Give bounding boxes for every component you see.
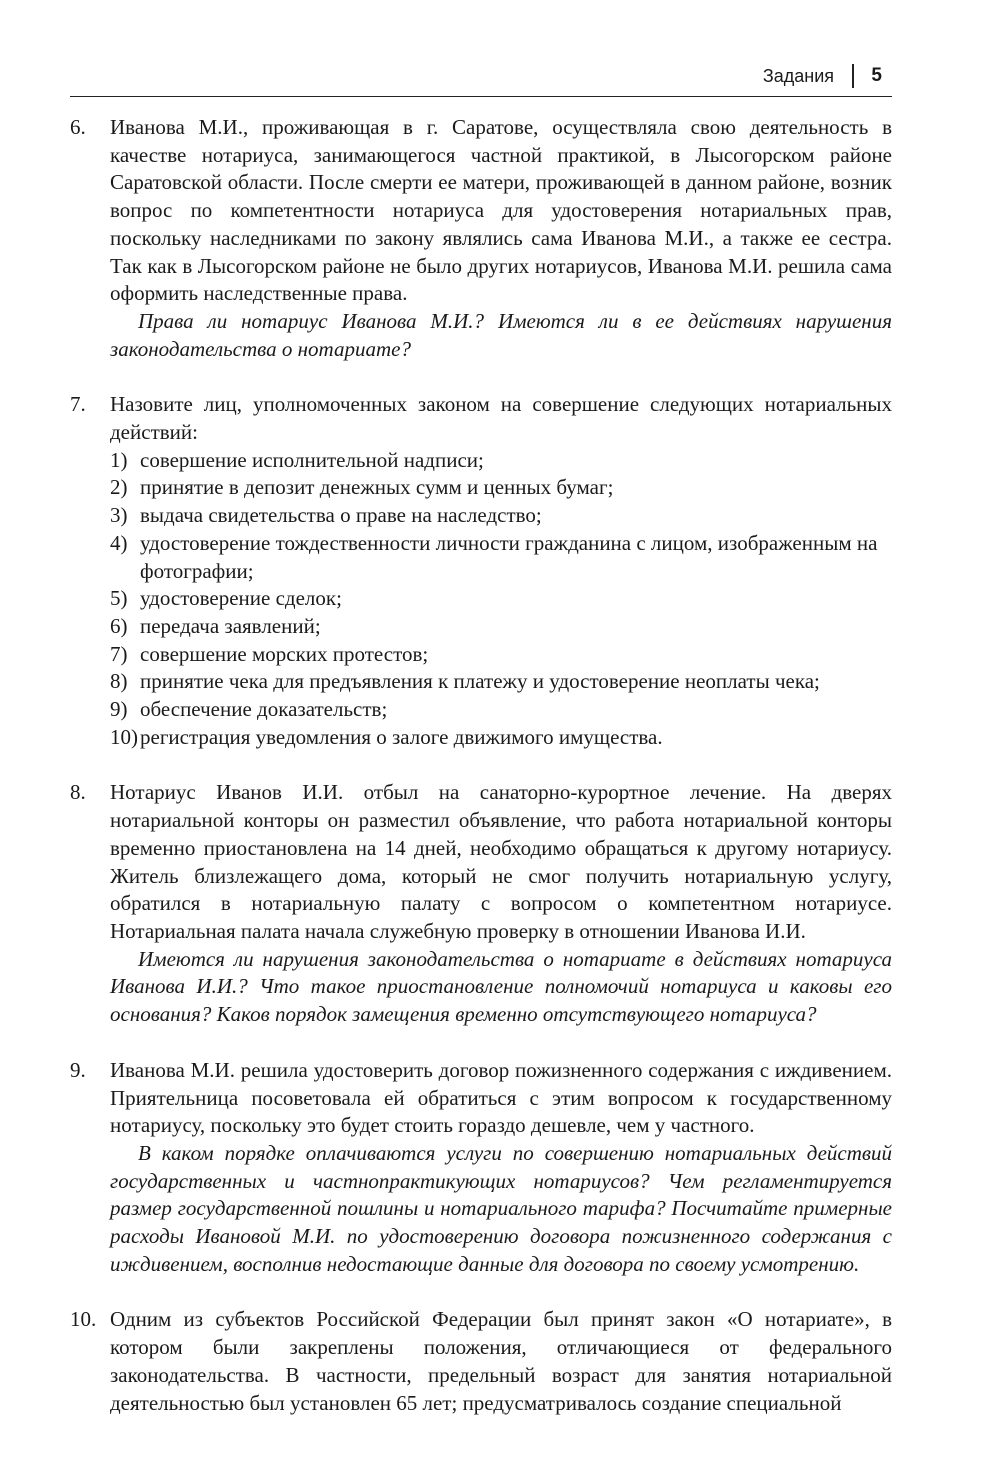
list-item-text: совершение исполнительной надписи; (140, 447, 484, 472)
page-body (70, 114, 892, 1445)
task-7 (70, 391, 892, 751)
list-item (110, 502, 892, 530)
list-item (110, 668, 892, 696)
task-number: 6. (70, 115, 86, 139)
task-number: 9. (70, 1057, 86, 1082)
task-text: Иванова М.И. решила удостоверить договор пожизненного содержания с иждивением. Приятельница посоветовала ей обратиться с этим вопросом к государственному нотариусу, поскольку это будет стоить гораздо дешевле, чем у частного. (110, 1057, 892, 1138)
list-item-number: 5) (110, 586, 128, 611)
list-item-number: 1) (110, 447, 128, 472)
running-header (70, 64, 892, 97)
task-text: Назовите лиц, уполномоченных законом на совершение следующих нотариальных действий: (110, 392, 892, 445)
task-question: Права ли нотариус Иванова М.И.? Имеются ли в ее действиях нарушения законодательства о нотариате? (110, 308, 892, 361)
task-question: Имеются ли нарушения законодательства о нотариате в действиях нотариуса Иванова И.И.? Что такое приостановление полномочий нотариуса и каковы его основания? Каков порядок замещения временно отсутствующего нотариуса? (110, 946, 892, 1027)
list-item (110, 641, 892, 669)
header-separator (852, 64, 854, 88)
list-item-number: 7) (110, 641, 128, 666)
task-text: Одним из субъектов Российской Федерации был принят закон «О нотариате», в котором были закреплены положения, отличающиеся от федерального законодательства. В частности, предельный возраст для занятия нотариальной деятельностью был установлен 65 лет; предусматривалось создание специальной (110, 1307, 892, 1415)
task-question: В каком порядке оплачиваются услуги по совершению нотариальных действий государственных и частнопрактикующих нотариусов? Чем регламентируется размер государственной пошлины и нотариального тарифа? Посчитайте примерные расходы Ивановой М.И. по удостоверению договора пожизненного содержания с иждивением, восполнив недостающие данные для договора по своему усмотрению. (110, 1140, 892, 1276)
task-number: 8. (70, 780, 86, 805)
page-number: 5 (871, 65, 882, 86)
list-item-number: 4) (110, 530, 128, 555)
list-item-number: 9) (110, 697, 128, 722)
list-item (110, 724, 892, 752)
list-item-text: принятие чека для предъявления к платежу и удостоверение неоплаты чека; (140, 669, 820, 694)
task-number: 10. (70, 1307, 97, 1332)
task-number: 7. (70, 392, 86, 417)
list-item (110, 585, 892, 613)
task-10 (70, 1306, 892, 1417)
list-item-text: совершение морских протестов; (140, 641, 429, 666)
list-item-number: 6) (110, 613, 128, 638)
list-item-text: удостоверение тождественности личности гражданина с лицом, изображенным на фотографии; (140, 530, 878, 583)
list-item-text: удостоверение сделок; (140, 586, 342, 611)
task-text: Нотариус Иванов И.И. отбыл на санаторно-курортное лечение. На дверях нотариальной конторы он разместил объявление, что работа нотариальной конторы временно приостановлена на 14 дней, необходимо обращаться к другому нотариусу. Житель близлежащего дома, который не смог получить нотариальную услугу, обратился в нотариальную палату с вопросом о компетентном нотариусе. Нотариальная палата начала служебную проверку в отношении Иванова И.И. (110, 780, 892, 943)
list-item (110, 447, 892, 475)
task-9 (70, 1057, 892, 1279)
list-item-text: принятие в депозит денежных сумм и ценных бумаг; (140, 475, 614, 500)
list-item-text: выдача свидетельства о праве на наследство; (140, 503, 542, 528)
subitem-list (110, 447, 892, 752)
list-item-text: регистрация уведомления о залоге движимого имущества. (140, 724, 663, 749)
list-item (110, 474, 892, 502)
list-item-number: 2) (110, 475, 128, 500)
list-item (110, 696, 892, 724)
header-section-title: Задания (762, 66, 834, 86)
task-6 (70, 114, 892, 363)
list-item-text: обеспечение доказательств; (140, 697, 388, 722)
list-item-text: передача заявлений; (140, 613, 321, 638)
list-item-number: 3) (110, 503, 128, 528)
list-item-number: 8) (110, 669, 128, 694)
task-8 (70, 779, 892, 1028)
list-item (110, 613, 892, 641)
list-item-number: 10) (110, 724, 138, 749)
task-text: Иванова М.И., проживающая в г. Саратове, осуществляла свою деятельность в качестве нотариуса, занимающегося частной практикой, в Лысогорском районе Саратовской области. После смерти ее матери, проживающей в данном районе, возник вопрос по компетентности нотариуса для удостоверения нотариальных прав, поскольку наследниками по закону являлись сама Иванова М.И., а также ее сестра. Так как в Лысогорском районе не было других нотариусов, Иванова М.И. решила сама оформить наследственные права. (110, 115, 892, 306)
list-item (110, 530, 892, 585)
